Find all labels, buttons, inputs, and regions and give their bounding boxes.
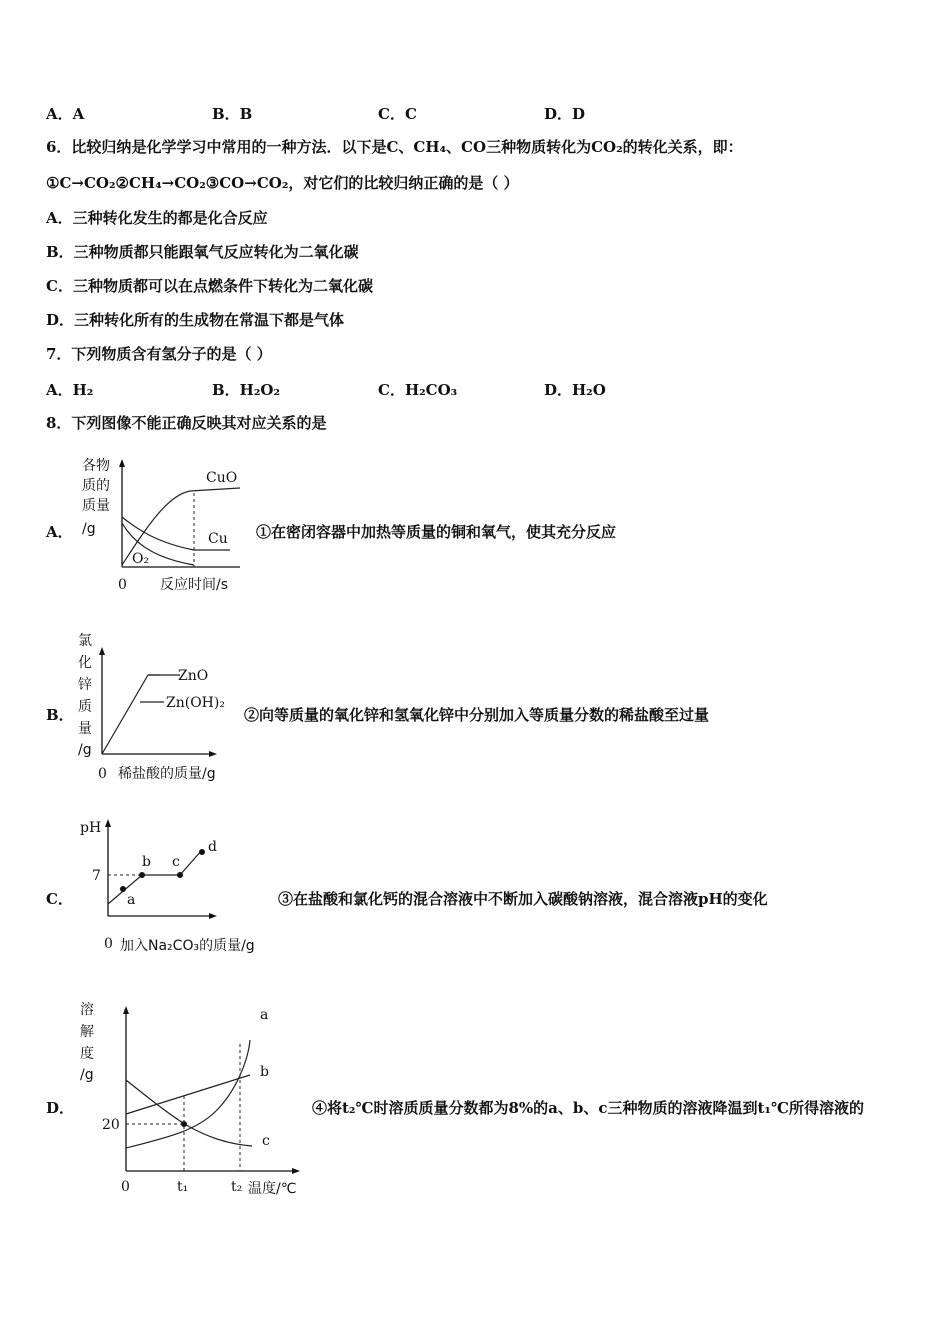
q6-stem-line2: ①C→CO₂②CH₄→CO₂③CO→CO₂，对它们的比较归纳正确的是（ ） xyxy=(46,174,519,192)
q5-option-b: B．B xyxy=(212,105,253,123)
q8-b-origin: 0 xyxy=(98,766,107,782)
q8-c-xlabel: 加入Na₂CO₃的质量/g xyxy=(120,938,255,954)
q8-c-ylabel: pH xyxy=(80,820,102,836)
q8-a-ylabel-line: /g xyxy=(82,521,96,537)
q5-option-a: A．A xyxy=(46,105,85,123)
q5-option-c: C．C xyxy=(378,105,417,123)
q8-stem: 8．下列图像不能正确反映其对应关系的是 xyxy=(46,414,327,432)
q8-b-ylabel-line: /g xyxy=(78,742,92,758)
q8-b-label-znoh2: Zn(OH)₂ xyxy=(166,695,225,711)
q8-d-ylabel xyxy=(80,1001,94,1083)
q8-c-label-c: c xyxy=(172,854,180,870)
q8-b-ylabel-line: 质 xyxy=(78,699,92,715)
q8-d-x-arrow xyxy=(292,1168,300,1174)
q8-a-label: A． xyxy=(46,523,73,541)
q8-d-origin: 0 xyxy=(121,1179,130,1195)
q8-c-x-arrow xyxy=(209,913,217,919)
q6-option-c: C．三种物质都可以在点燃条件下转化为二氧化碳 xyxy=(46,277,373,295)
q8-b-ylabel-line: 量 xyxy=(78,721,92,737)
q8-b-curve-zno xyxy=(102,675,180,754)
q8-c-label-d: d xyxy=(208,839,217,855)
q8-d-ylabel-line: /g xyxy=(80,1067,94,1083)
q8-a-y-arrow xyxy=(119,459,125,467)
q6-option-d: D．三种转化所有的生成物在常温下都是气体 xyxy=(46,311,345,329)
q8-d-xtick-t1: t₁ xyxy=(177,1179,189,1195)
q7-stem: 7．下列物质含有氢分子的是（ ） xyxy=(46,345,272,363)
q8-a-ylabel-line: 质的 xyxy=(82,478,110,494)
q6-stem-line1: 6．比较归纳是化学学习中常用的一种方法．以下是C、CH₄、CO三种物质转化为CO₂的转化关系，即： xyxy=(46,138,743,156)
q8-d-label: D． xyxy=(46,1099,75,1117)
q8-b-ylabel-line: 锌 xyxy=(78,677,92,693)
q8-a-xlabel: 反应时间/s xyxy=(160,577,229,593)
q8-c-ytick-7: 7 xyxy=(92,868,101,884)
q8-b-y-arrow xyxy=(99,647,105,655)
q8-d-ylabel-line: 度 xyxy=(80,1046,94,1062)
q8-d-label-c: c xyxy=(262,1133,270,1149)
q8-a-ylabel xyxy=(82,457,110,537)
q8-d-y-arrow xyxy=(123,1006,129,1014)
q8-c-label-a: a xyxy=(127,892,136,908)
q8-c-desc: ③在盐酸和氯化钙的混合溶液中不断加入碳酸钠溶液，混合溶液pH的变化 xyxy=(278,890,768,908)
q8-c-origin: 0 xyxy=(104,936,113,952)
q8-d-label-b: b xyxy=(260,1064,269,1080)
q8-d-ylabel-line: 溶 xyxy=(80,1002,94,1018)
q8-b-label: B． xyxy=(46,706,74,724)
q6-option-a: A．三种转化发生的都是化合反应 xyxy=(46,209,268,227)
q8-d-ylabel-line: 解 xyxy=(80,1024,94,1040)
q8-a-label-cu: Cu xyxy=(208,531,228,547)
q6-option-b: B．三种物质都只能跟氧气反应转化为二氧化碳 xyxy=(46,243,359,261)
q8-a-label-cuo: CuO xyxy=(206,470,238,486)
q8-c-point-c xyxy=(177,872,183,878)
q8-d-ytick-20: 20 xyxy=(102,1117,120,1133)
q8-c-curve xyxy=(108,850,202,904)
q8-c-y-arrow xyxy=(105,819,111,827)
q7-option-b: B．H₂O₂ xyxy=(212,381,281,399)
q8-a-label-o2: O₂ xyxy=(132,551,150,567)
q8-c-label-b: b xyxy=(142,854,151,870)
q8-b-ylabel-line: 氯 xyxy=(78,633,92,649)
q8-d-label-a: a xyxy=(260,1007,269,1023)
q8-a-ylabel-line: 各物 xyxy=(82,458,110,474)
q8-a-desc: ①在密闭容器中加热等质量的铜和氧气，使其充分反应 xyxy=(256,523,617,541)
q8-b-xlabel: 稀盐酸的质量/g xyxy=(118,766,216,782)
q8-c-point-d xyxy=(199,849,205,855)
q8-d-xlabel: 温度/℃ xyxy=(248,1181,297,1197)
q7-option-a: A．H₂ xyxy=(46,381,94,399)
q8-b-ylabel xyxy=(78,633,92,758)
q5-option-d: D．D xyxy=(544,105,586,123)
q8-d-desc: ④将t₂℃时溶质质量分数都为8%的a、b、c三种物质的溶液降温到t₁℃所得溶液的 xyxy=(312,1099,864,1117)
q8-b-graph xyxy=(74,630,244,790)
q8-a-graph xyxy=(78,455,248,595)
q7-option-d: D．H₂O xyxy=(544,381,606,399)
q8-b-desc: ②向等质量的氧化锌和氢氧化锌中分别加入等质量分数的稀盐酸至过量 xyxy=(244,706,710,724)
q8-b-label-zno: ZnO xyxy=(178,668,209,684)
q7-option-c: C．H₂CO₃ xyxy=(378,381,458,399)
q8-c-graph xyxy=(78,812,278,962)
q8-c-point-b xyxy=(139,872,145,878)
q8-d-curve-c xyxy=(126,1080,252,1146)
q8-b-x-arrow xyxy=(209,751,217,757)
q8-c-label: C． xyxy=(46,890,73,908)
q8-d-xtick-t2: t₂ xyxy=(231,1179,243,1195)
q8-a-origin: 0 xyxy=(118,577,127,593)
q8-c-point-a xyxy=(120,886,126,892)
q8-a-ylabel-line: 质量 xyxy=(82,498,110,514)
q8-d-graph xyxy=(76,996,316,1206)
q8-b-ylabel-line: 化 xyxy=(78,655,92,671)
